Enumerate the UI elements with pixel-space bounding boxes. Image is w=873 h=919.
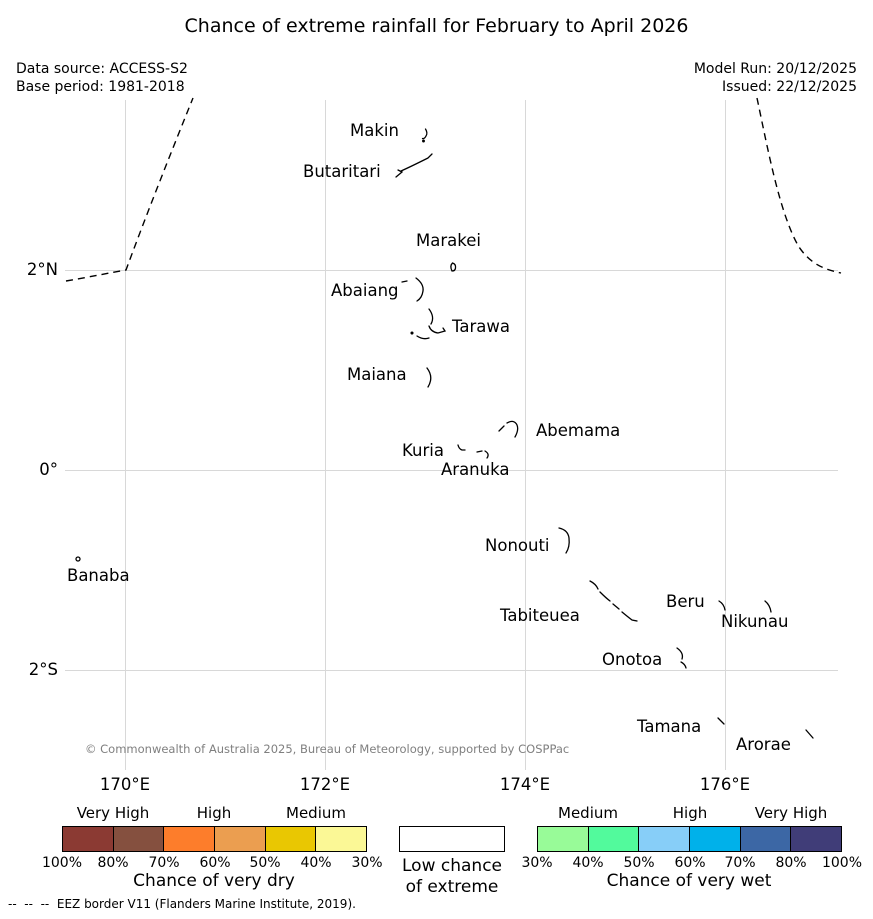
wet-tick-70: 70% [724, 855, 756, 871]
wet-tick-60: 60% [674, 855, 706, 871]
wet-seg-80 [790, 826, 842, 852]
dry-tier-very-high: Very High [76, 804, 150, 822]
dry-tick-100: 100% [41, 855, 83, 871]
x-tick-176e: 176°E [699, 775, 751, 794]
dry-tier-medium: Medium [286, 804, 346, 822]
island-outlines [76, 129, 813, 738]
island-marakei [451, 263, 456, 271]
wet-tick-30: 30% [521, 855, 553, 871]
dry-caption: Chance of very dry [133, 871, 295, 891]
island-label-arorae: Arorae [736, 735, 791, 754]
island-abemama [499, 421, 518, 437]
island-maiana [427, 368, 431, 387]
dry-tier-high: High [196, 804, 232, 822]
dry-seg-80 [113, 826, 165, 852]
wet-tick-80: 80% [775, 855, 807, 871]
y-tick-2s: 2°S [28, 660, 58, 679]
eez-border-lines [66, 98, 841, 281]
island-makin-islet [423, 140, 425, 142]
data-source-text: Data source: ACCESS-S2 [16, 61, 188, 77]
y-tick-2n: 2°N [26, 260, 58, 279]
copyright-text: © Commonwealth of Australia 2025, Bureau of Meteorology, supported by COSPPac [85, 742, 570, 756]
y-tick-0: 0° [39, 460, 58, 479]
wet-tick-100: 100% [821, 855, 863, 871]
wet-seg-40 [588, 826, 640, 852]
island-label-kuria: Kuria [402, 441, 444, 460]
island-label-tamana: Tamana [637, 717, 702, 736]
base-period-text: Base period: 1981-2018 [16, 79, 185, 95]
island-butaritari [396, 154, 432, 177]
island-label-maiana: Maiana [347, 365, 407, 384]
gridlines [65, 100, 838, 770]
island-tarawa [429, 309, 445, 333]
island-abaiang-islet [402, 281, 407, 282]
island-tabiteuea [590, 581, 637, 621]
island-label-tarawa: Tarawa [452, 317, 510, 336]
wet-seg-70 [740, 826, 792, 852]
island-label-banaba: Banaba [67, 566, 130, 585]
wet-colorbar [537, 826, 842, 852]
island-abaiang [416, 278, 423, 301]
dry-tick-70: 70% [148, 855, 180, 871]
eez-note: -- -- -- EEZ border V11 (Flanders Marine Institute, 2019). [8, 897, 356, 911]
dry-seg-70 [163, 826, 215, 852]
dry-tick-50: 50% [249, 855, 281, 871]
dry-seg-40 [315, 826, 367, 852]
island-kuria [458, 445, 465, 450]
island-tarawa-islet [411, 332, 413, 334]
island-nonouti [559, 528, 569, 553]
dry-tick-60: 60% [199, 855, 231, 871]
island-label-aranuka: Aranuka [441, 460, 510, 479]
x-tick-172e: 172°E [299, 775, 351, 794]
island-label-makin: Makin [350, 121, 399, 140]
island-banaba [76, 557, 80, 561]
dry-seg-100 [62, 826, 114, 852]
island-arorae [806, 730, 813, 738]
low-chance-line2: of extreme [405, 877, 499, 897]
island-label-beru: Beru [666, 592, 705, 611]
island-tarawa-south [417, 336, 429, 339]
island-aranuka [477, 451, 488, 458]
wet-tick-40: 40% [572, 855, 604, 871]
issued-text: Issued: 22/12/2025 [722, 79, 857, 95]
page-title: Chance of extreme rainfall for February to April 2026 [184, 15, 689, 37]
wet-caption: Chance of very wet [606, 871, 772, 891]
meta-right [694, 60, 857, 96]
island-nikunau [765, 601, 771, 612]
low-chance-line1: Low chance [402, 856, 502, 876]
dry-tick-40: 40% [300, 855, 332, 871]
x-tick-174e: 174°E [499, 775, 551, 794]
island-label-abemama: Abemama [536, 421, 621, 440]
island-label-nonouti: Nonouti [485, 536, 550, 555]
island-makin [423, 129, 427, 139]
island-tamana [718, 718, 724, 724]
wet-tier-very-high: Very High [754, 804, 828, 822]
dry-seg-60 [214, 826, 266, 852]
dry-colorbar [62, 826, 367, 852]
dry-tick-80: 80% [97, 855, 129, 871]
wet-tier-medium: Medium [558, 804, 618, 822]
island-label-abaiang: Abaiang [331, 281, 399, 300]
wet-tier-high: High [672, 804, 708, 822]
island-onotoa [677, 648, 686, 668]
island-label-onotoa: Onotoa [602, 650, 663, 669]
dry-seg-50 [265, 826, 317, 852]
dry-tick-30: 30% [351, 855, 383, 871]
model-run-text: Model Run: 20/12/2025 [693, 61, 857, 77]
island-label-marakei: Marakei [416, 231, 481, 250]
island-label-butaritari: Butaritari [303, 162, 381, 181]
wet-seg-60 [689, 826, 741, 852]
island-beru [719, 601, 725, 610]
wet-tick-50: 50% [623, 855, 655, 871]
wet-seg-50 [638, 826, 690, 852]
meta-left [16, 60, 188, 96]
island-label-tabiteuea: Tabiteuea [500, 606, 580, 625]
x-tick-170e: 170°E [99, 775, 151, 794]
low-chance-box [399, 826, 505, 852]
island-label-nikunau: Nikunau [721, 612, 789, 631]
wet-seg-30 [537, 826, 589, 852]
